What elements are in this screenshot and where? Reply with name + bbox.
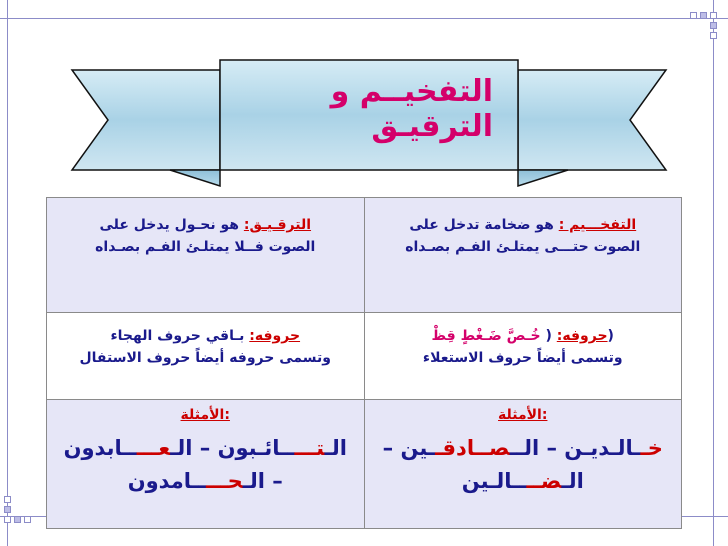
example-text: ــائـبون – الـ	[170, 436, 295, 461]
page-title: التفخيــم و الترقيـق	[330, 74, 493, 144]
frame-left-line	[7, 0, 8, 546]
tarqiq-definition-line	[55, 214, 356, 236]
frame-top-line	[0, 18, 728, 19]
title-banner	[70, 58, 668, 188]
takhfim-term: التفخـــيم :	[558, 217, 637, 233]
example-highlight: تـــ	[294, 436, 325, 461]
example-text: ـالـديـن – الــ	[509, 436, 641, 461]
frame-square	[4, 506, 11, 513]
tarqiq-definition-cell	[47, 198, 365, 313]
tarqiq-examples-cell	[47, 400, 365, 529]
content-table	[46, 197, 682, 529]
table-row	[47, 313, 682, 400]
takhfim-examples-cell	[364, 400, 682, 529]
frame-square	[4, 516, 11, 523]
example-highlight: صــادقـ	[435, 436, 510, 461]
tarqiq-example-line2	[55, 465, 356, 498]
takhfim-line1: هو ضخامة تدخل على	[409, 217, 554, 233]
frame-square	[710, 32, 717, 39]
tarqiq-line1: هو نحـول يدخل على	[99, 217, 239, 233]
tarqiq-letters-text: بـاقي حروف الهجاء	[110, 328, 245, 344]
letters-bracket: (	[545, 328, 552, 344]
frame-square	[24, 516, 31, 523]
takhfim-letters-label: حروفه:	[556, 328, 608, 344]
frame-square	[4, 496, 11, 503]
takhfim-definition-line	[373, 214, 674, 236]
open-paren: (	[607, 328, 614, 344]
tarqiq-example-line1	[55, 432, 356, 465]
istila-letters: خُـصَّ ضَـغْطٍ قِظْ	[431, 328, 541, 344]
table-row	[47, 400, 682, 529]
example-text: ــابدون	[63, 436, 137, 461]
example-text: – الـ	[242, 468, 283, 493]
takhfim-example-line2	[373, 465, 674, 498]
takhfim-example-line1	[373, 432, 674, 465]
tarqiq-letters-cell	[47, 313, 365, 400]
tarqiq-letters-line	[55, 325, 356, 347]
takhfim-examples-label: :الأمثلة	[498, 407, 548, 423]
frame-square	[710, 12, 717, 19]
tarqiq-letters-line2: وتسمى حروفه أيضاً حروف الاستفال	[79, 350, 331, 367]
tarqiq-line2: الصوت فــلا يمتلـئ الفـم بصـداه	[95, 239, 316, 256]
tarqiq-examples-label: :الأمثلة	[180, 407, 230, 423]
frame-right-line	[713, 0, 714, 546]
takhfim-letters-line2: وتسمى أيضاً حروف الاستعلاء	[422, 350, 623, 367]
frame-square	[710, 22, 717, 29]
table-row	[47, 198, 682, 313]
takhfim-letters-line	[373, 325, 674, 347]
tarqiq-term: الترقـيـق:	[243, 217, 312, 233]
frame-square	[14, 516, 21, 523]
takhfim-letters-cell	[364, 313, 682, 400]
example-text: ـين –	[382, 436, 436, 461]
example-text: الـ	[324, 436, 347, 461]
example-highlight: ضــ	[526, 468, 562, 493]
frame-square	[700, 12, 707, 19]
takhfim-definition-cell	[364, 198, 682, 313]
example-text: ــامدون	[127, 468, 207, 493]
tarqiq-letters-label: حروفه:	[249, 328, 301, 344]
takhfim-line2: الصوت حتـــى يمتلـئ الفـم بصـداه	[405, 239, 641, 256]
example-highlight: خـ	[640, 436, 663, 461]
example-text: ــالـين	[461, 468, 527, 493]
example-text: الـ	[561, 468, 584, 493]
example-highlight: عـــ	[136, 436, 171, 461]
example-highlight: حـــ	[206, 468, 243, 493]
frame-square	[690, 12, 697, 19]
